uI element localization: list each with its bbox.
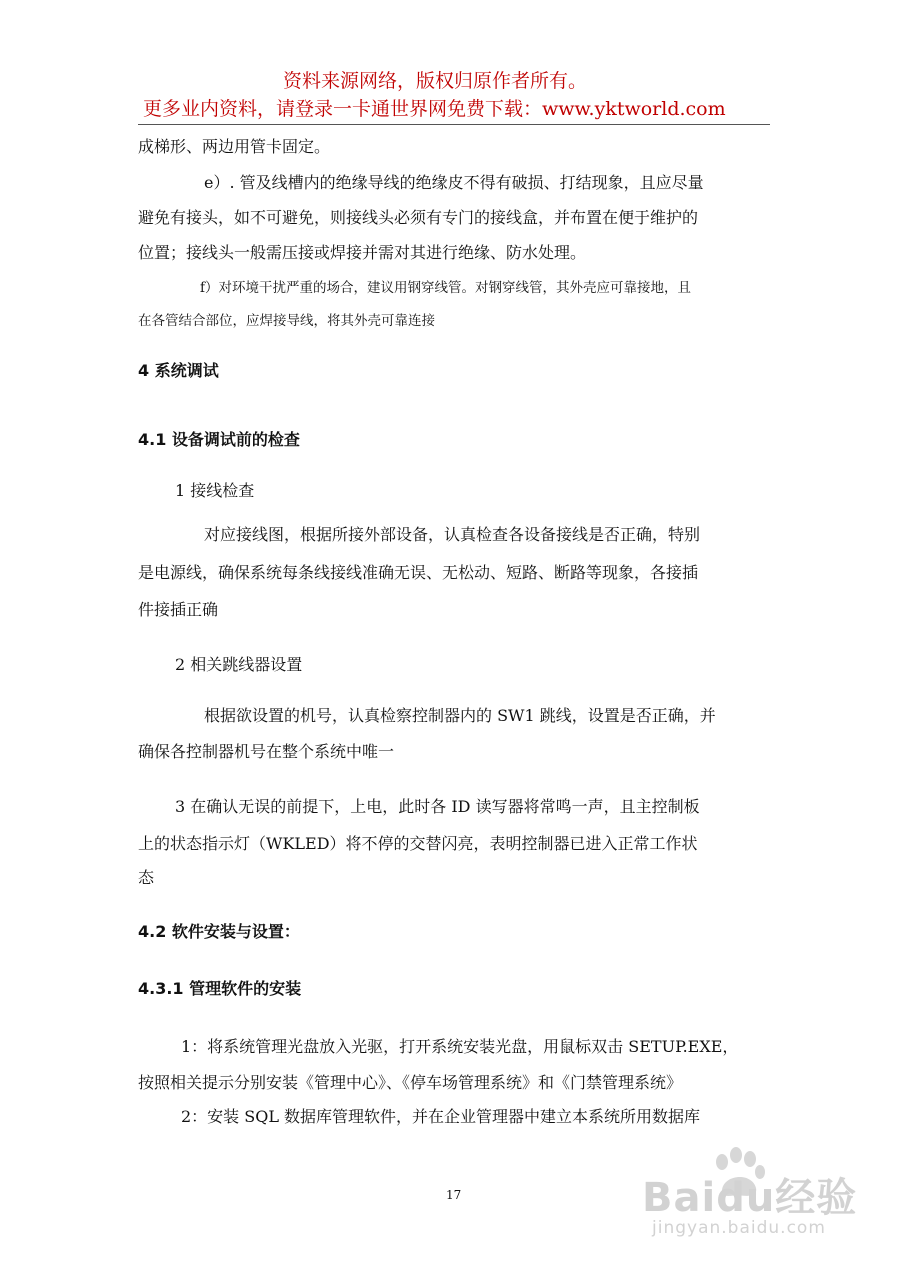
section-heading-4: 4 系统调试 [138,361,219,380]
item-e-line: e）. 管及线槽内的绝缘导线的绝缘皮不得有破损、打结现象，且应尽量 [204,173,704,192]
step-1-line: 按照相关提示分别安装《管理中心》、《停车场管理系统》和《门禁管理系统》 [138,1073,683,1092]
item-e-line: 位置；接线头一般需压接或焊接并需对其进行绝缘、防水处理。 [138,243,587,262]
page-number: 17 [446,1188,462,1202]
section-heading-4-1: 4.1 设备调试前的检查 [138,430,300,449]
paragraph-line: 是电源线，确保系统每条线接线准确无误、无松动、短路、断路等现象，各接插 [138,563,699,582]
paragraph-line: 确保各控制器机号在整个系统中唯一 [138,742,395,761]
paragraph-line: 对应接线图，根据所接外部设备，认真检查各设备接线是否正确，特别 [204,525,701,544]
section-heading-4-3-1: 4.3.1 管理软件的安装 [138,979,302,998]
watermark-logo: Baidu经验 [642,1175,858,1221]
header-rule [138,124,770,125]
watermark-url: jingyan.baidu.com [652,1218,826,1238]
item-e-line: 避免有接头，如不可避免，则接线头必须有专门的接线盒，并布置在便于维护的 [138,208,699,227]
paragraph-line: 件接插正确 [138,600,219,619]
item-f-line: f）对环境干扰严重的场合，建议用钢穿线管。对钢穿线管，其外壳应可靠接地，且 [200,280,691,296]
paragraph-line: 根据欲设置的机号，认真检察控制器内的 SW1 跳线，设置是否正确，并 [204,706,716,725]
step-2-line: 2：安装 SQL 数据库管理软件，并在企业管理器中建立本系统所用数据库 [181,1107,701,1126]
header-copyright-line: 资料来源网络，版权归原作者所有。 [283,70,588,92]
list-item-2: 2 相关跳线器设置 [175,655,303,674]
section-heading-4-2: 4.2 软件安装与设置： [138,922,300,941]
paragraph-line: 上的状态指示灯（WKLED）将不停的交替闪亮，表明控制器已进入正常工作状 [138,834,698,853]
header-download-line: 更多业内资料，请登录一卡通世界网免费下载：www.yktworld.com [143,98,726,120]
list-item-1: 1 接线检查 [175,481,255,500]
list-item-3: 3 在确认无误的前提下，上电，此时各 ID 读写器将常鸣一声，且主控制板 [175,797,700,816]
body-line: 成梯形、两边用管卡固定。 [138,137,331,156]
item-f-line: 在各管结合部位，应焊接导线，将其外壳可靠连接 [138,313,435,329]
step-1-line: 1：将系统管理光盘放入光驱，打开系统安装光盘，用鼠标双击 SETUP.EXE， [181,1037,739,1056]
paragraph-line: 态 [138,868,155,887]
